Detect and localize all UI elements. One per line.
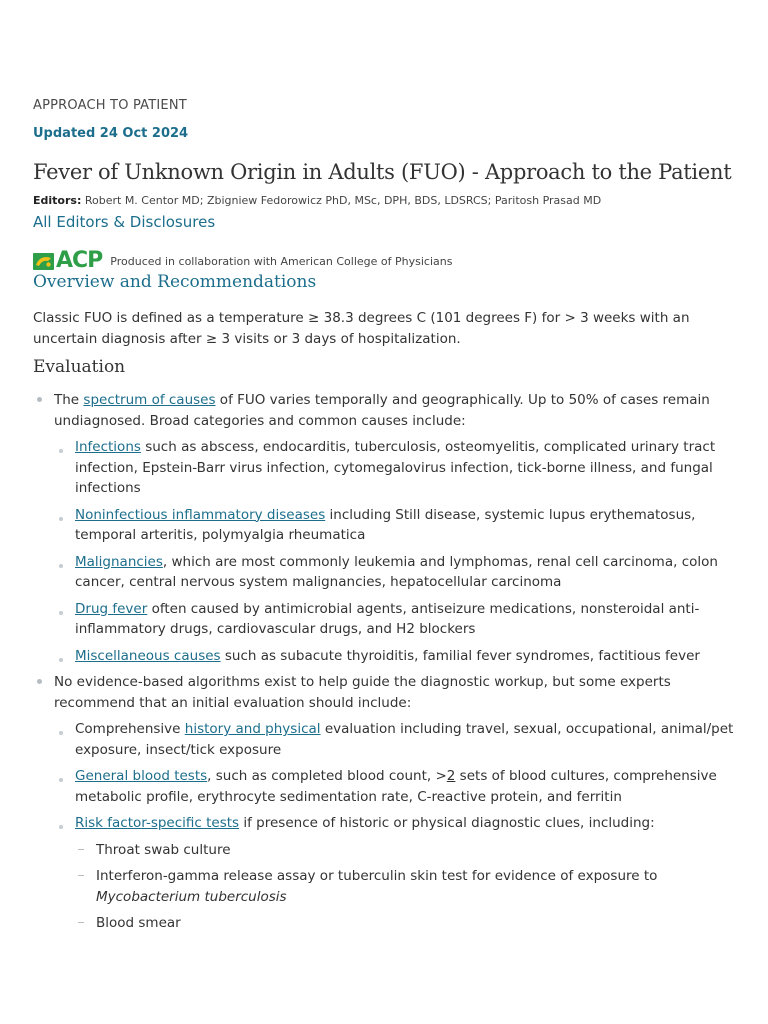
editors-line (33, 194, 601, 207)
drug-fever-link[interactable]: Drug fever (75, 600, 148, 617)
bullet-icon (59, 611, 63, 615)
bullet-icon (59, 449, 63, 453)
editors-names: Robert M. Centor MD; Zbigniew Fedorowicz PhD, MSc, DPH, BDS, LDSRCS; Paritosh Prasad MD (84, 194, 602, 207)
noninfectious-inflammatory-link[interactable]: Noninfectious inflammatory diseases (75, 506, 326, 523)
causes-list (54, 437, 737, 666)
list-item-text: such as subacute thyroiditis, familial fever syndromes, factitious fever (220, 647, 700, 664)
initial-evaluation-list (54, 719, 737, 934)
malignancies-link[interactable]: Malignancies (75, 553, 163, 570)
list-item-text: Interferon-gamma release assay or tuberculin skin test for evidence of exposure to (96, 868, 658, 884)
list-item-text: The (54, 392, 84, 408)
list-item (75, 913, 737, 934)
page-title: Fever of Unknown Origin in Adults (FUO) - Approach to the Patient (33, 160, 732, 184)
list-item-text: Throat swab culture (96, 841, 231, 858)
all-editors-link[interactable]: All Editors & Disclosures (33, 213, 216, 231)
bullet-icon (59, 658, 63, 662)
list-item-text: evaluation including travel, sexual, occupational, animal/pet exposure, insect/tick exposure (75, 721, 734, 758)
list-item (75, 866, 737, 907)
list-item-text: including Still disease, systemic lupus erythematosus, temporal arteritis, polymyalgia rheumatica (75, 506, 696, 543)
infections-link[interactable]: Infections (75, 439, 141, 455)
spectrum-of-causes-link[interactable]: spectrum of causes (83, 392, 216, 408)
risk-factor-tests-list (75, 840, 737, 934)
list-item-text: often caused by antimicrobial agents, antiseizure medications, nonsteroidal anti-inflammatory drugs, cardiovascular drugs, and H2 blockers (75, 600, 700, 637)
list-item-text: such as abscess, endocarditis, tuberculosis, osteomyelitis, complicated urinary tract infection, Epstein-Barr virus infection, cytomegalovirus infection, tick-borne illness, and fungal infections (75, 439, 716, 496)
editors-label: Editors: (33, 194, 82, 207)
list-item (54, 599, 737, 640)
dash-bullet-icon (78, 875, 84, 876)
overview-heading: Overview and Recommendations (33, 272, 317, 292)
list-item (54, 437, 737, 499)
underlined-number: 2 (446, 768, 456, 784)
miscellaneous-causes-link[interactable]: Miscellaneous causes (75, 647, 221, 664)
list-item (54, 719, 737, 760)
bullet-icon (37, 679, 42, 684)
list-item (75, 840, 737, 861)
article-category: APPROACH TO PATIENT (33, 98, 187, 113)
updated-date: Updated 24 Oct 2024 (33, 126, 189, 141)
risk-factor-tests-link[interactable]: Risk factor-specific tests (75, 815, 240, 831)
organism-name: Mycobacterium tuberculosis (96, 888, 287, 905)
list-item (54, 552, 737, 593)
acp-emblem-icon (33, 253, 54, 270)
bullet-icon (59, 825, 63, 829)
dash-bullet-icon (78, 849, 84, 850)
acp-collaboration-note: Produced in collaboration with American College of Physicians (110, 254, 453, 268)
evaluation-heading: Evaluation (33, 357, 126, 377)
general-blood-tests-link[interactable]: General blood tests (75, 768, 208, 784)
list-item-text: sets of blood cultures, comprehensive metabolic profile, erythrocyte sedimentation rate, C-reactive protein, and ferritin (75, 768, 717, 805)
list-item (33, 672, 737, 934)
list-item-text: Blood smear (96, 915, 181, 931)
bullet-icon (59, 731, 63, 735)
acp-collaboration (33, 250, 452, 272)
list-item-text: No evidence-based algorithms exist to help guide the diagnostic workup, but some experts recommend that an initial evaluation should include: (54, 674, 671, 711)
list-item-text: , such as completed blood count, > (207, 768, 447, 784)
list-item-text: if presence of historic or physical diagnostic clues, including: (239, 815, 655, 831)
bullet-icon (37, 397, 42, 402)
list-item-text: , which are most commonly leukemia and lymphomas, renal cell carcinoma, colon cancer, central nervous system malignancies, hepatocellular carcinoma (75, 553, 718, 590)
list-item (33, 390, 737, 666)
bullet-icon (59, 517, 63, 521)
history-and-physical-link[interactable]: history and physical (184, 721, 321, 737)
list-item (54, 505, 737, 546)
dash-bullet-icon (78, 922, 84, 923)
list-item (54, 813, 737, 934)
list-item-text: Comprehensive (75, 721, 185, 737)
evaluation-list (33, 390, 737, 934)
fuo-definition: Classic FUO is defined as a temperature ≥ 38.3 degrees C (101 degrees F) for > 3 weeks with an uncertain diagnosis after ≥ 3 visits or 3 days of hospitalization. (33, 310, 690, 347)
bullet-icon (59, 778, 63, 782)
evaluation-list-container (33, 390, 737, 940)
acp-logo-text: ACP (56, 248, 103, 273)
acp-logo (33, 250, 102, 272)
list-item (54, 646, 737, 667)
bullet-icon (59, 564, 63, 568)
list-item-text: of FUO varies temporally and geographically. Up to 50% of cases remain undiagnosed. Broad categories and common causes include: (54, 392, 710, 429)
list-item (54, 766, 737, 807)
